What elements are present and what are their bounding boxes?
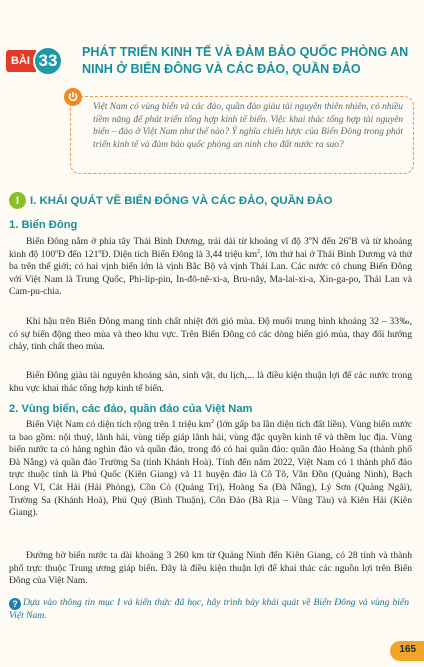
text-run: Đ. Diện tích Biển Đông là 3,44 triệu km — [101, 248, 258, 260]
lesson-title: PHÁT TRIỂN KINH TẾ VÀ ĐẢM BẢO QUỐC PHÒNG AN NINH Ở BIỂN ĐÔNG VÀ CÁC ĐẢO, QUẦN ĐẢO — [82, 45, 409, 76]
paragraph-1 — [9, 236, 412, 299]
text-run: Đ đến 121 — [58, 248, 99, 260]
superscript: 2 — [257, 248, 261, 255]
power-icon — [64, 88, 82, 106]
intro-text: Việt Nam có vùng biển và các đảo, quần đảo giàu tài nguyên thiên nhiên, có nhiều tiềm năng để phát triển tổng hợp kinh tế biển. Việc khai thác tổng hợp tài nguyên biển – đảo ở Việt Nam như thế nào? Ý nghĩa chiến lược của Biển Đông trong phát triển kinh tế và đảm bảo quốc phòng an ninh cho đất nước ra sao? — [93, 102, 403, 150]
superscript: o — [98, 248, 102, 255]
superscript: o — [308, 235, 312, 242]
paragraph-3: Biển Đông giàu tài nguyên khoáng sản, sinh vật, du lịch,... là điều kiện thuận lợi để các nước trong khu vực khai thác tổng hợp kinh tế biển. — [9, 370, 412, 394]
paragraph-4 — [9, 419, 412, 520]
text-run: Biển Việt Nam có diện tích rộng trên 1 triệu km — [26, 419, 212, 430]
power-icon-glyph — [67, 91, 79, 103]
text-run: (lớn gấp ba lần diện tích đất liền). Vùng biển nước ta bao gồm: nội thuỷ, lãnh hải, vùng tiếp giáp lãnh hải, vùng đặc quyền kinh tế và thềm lục địa. Vùng biển nước ta có hàng nghìn đảo và quần đảo, trong đó có hai quần đảo: quần đảo Hoàng Sa (thành phố Đà Nẵng) và quần đảo Trường Sa (tỉnh Khánh Hoà). Tính đến năm 2022, Việt Nam có 1 thành phố đảo trực thuộc tỉnh là Phú Quốc (Kiên Giang) và 11 huyện đảo là Cô Tô, Vân Đồn (Quảng Ninh), Bạch Long Vĩ, Cát Hải (Hải Phòng), Cồn Cỏ (Quảng Trị), Hoàng Sa (Đà Nẵng), Lý Sơn (Quảng Ngãi), Trường Sa (Khánh Hoà), Phú Quý (Bình Thuận), Côn Đảo (Bà Rịa – Vũng Tàu) và Kiên Hải (Kiên Giang). — [9, 419, 412, 519]
lesson-label: BÀI — [6, 50, 36, 72]
lesson-badge — [6, 46, 76, 76]
intro-box — [70, 96, 414, 174]
section-title: I. KHÁI QUÁT VỀ BIỂN ĐÔNG VÀ CÁC ĐẢO, QUẦN ĐẢO — [30, 195, 333, 207]
paragraph-5: Đường bờ biển nước ta dài khoảng 3 260 km từ Quảng Ninh đến Kiên Giang, có 28 tỉnh và thành phố trực thuộc Trung ương giáp biển. Đây là điều kiện thuận lợi để khai thác các nguồn lợi trên Biển Đông của Việt Nam. — [9, 550, 412, 587]
section-number-icon: I — [9, 192, 26, 209]
superscript: 2 — [211, 418, 215, 425]
question-text: Dựa vào thông tin mục I và kiến thức đã học, hãy trình bày khái quát về Biển Đông và vùng biển Việt Nam. — [9, 597, 409, 621]
text-run: N đến 26 — [311, 236, 349, 247]
page-number: 165 — [399, 644, 416, 655]
superscript: o — [348, 235, 352, 242]
paragraph-2: Khí hậu trên Biển Đông mang tính chất nhiệt đới gió mùa. Độ muối trung bình khoảng 32 – 33‰, có sự biến động theo mùa và theo khu vực. Trên Biển Đông có các dòng biển gió mùa, thay đổi hướng chảy, tính chất theo mùa. — [9, 316, 412, 353]
text-run: Biển Đông nằm ở phía tây Thái Bình Dương, trải dài từ khoảng vĩ độ 3 — [26, 236, 309, 247]
question-icon: ? — [9, 598, 21, 610]
subsection-title-2: 2. Vùng biển, các đảo, quần đảo của Việt Nam — [9, 403, 253, 415]
superscript: o — [55, 248, 59, 255]
lesson-number: 33 — [33, 46, 63, 76]
text-run: , lớn thứ hai ở Thái Bình Dương và thứ ba trên thế giới; có hai vịnh biển lớn là vịnh Bắc Bộ và vịnh Thái Lan. Các nước có chung Biển Đông với Việt Nam là Trung Quốc, Phi-líp-pin, In-đô-nê-xi-a, Bru-nây, Ma-lai-xi-a, Xin-ga-po, Thái Lan và Cam-pu-chia. — [9, 248, 412, 298]
subsection-title-1: 1. Biển Đông — [9, 219, 78, 231]
text-run: B và từ khoảng kinh độ 100 — [9, 236, 413, 260]
